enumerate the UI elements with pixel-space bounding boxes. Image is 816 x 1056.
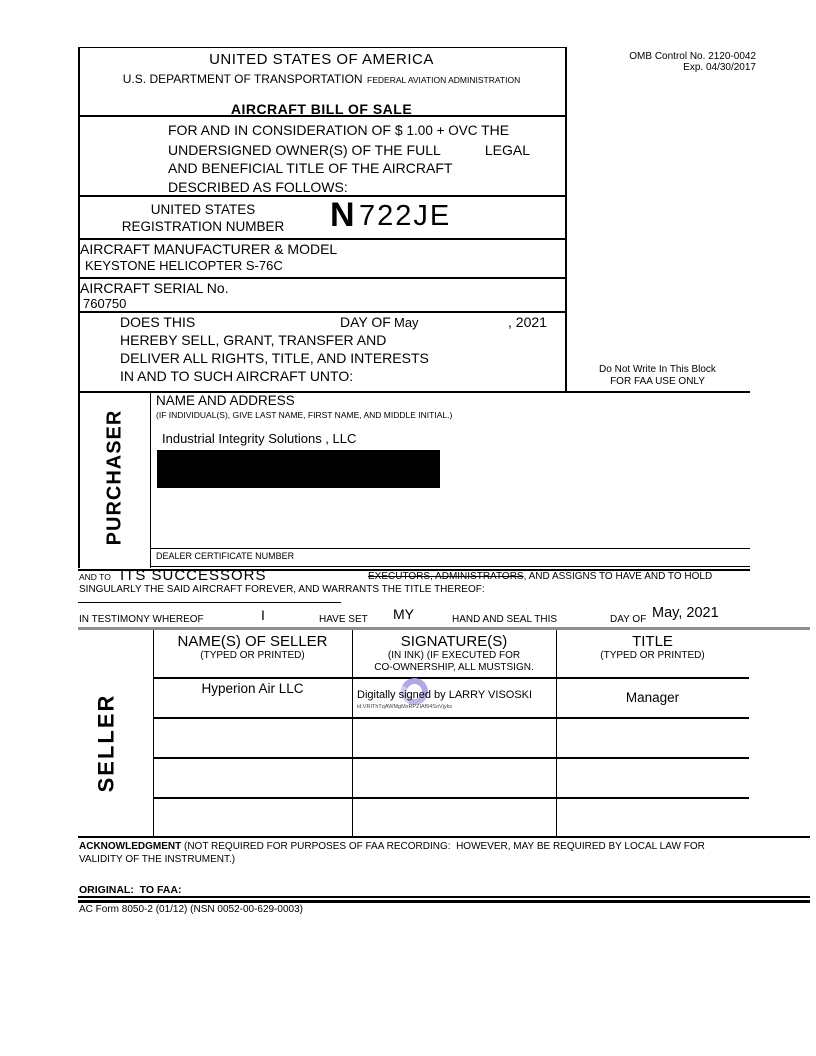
purchaser-side-label: PURCHASER	[103, 409, 126, 545]
registration-prefix: N	[330, 196, 355, 234]
rule	[78, 311, 565, 313]
table-row-line	[153, 677, 749, 679]
conveyance-year: , 2021	[508, 314, 547, 330]
conveyance-text: DELIVER ALL RIGHTS, TITLE, AND INTERESTS	[120, 350, 429, 366]
conveyance-block	[120, 314, 560, 390]
consideration-text: UNDERSIGNED OWNER(S) OF THE FULL	[168, 141, 441, 158]
seller-col-signature-header: SIGNATURE(S) (IN INK) (IF EXECUTED FOR CO-OWNERSHIP, ALL MUSTSIGN.	[374, 633, 534, 673]
rule	[78, 602, 341, 603]
assigns-clause: , AND ASSIGNS TO HAVE AND TO HOLD	[523, 571, 713, 582]
manufacturer-label: AIRCRAFT MANUFACTURER & MODEL	[80, 241, 338, 257]
registration-label-line1: UNITED STATES	[150, 202, 256, 217]
consideration-text: DESCRIBED AS FOLLOWS:	[168, 178, 348, 195]
consideration-amount: 1.00 + OVC	[406, 123, 478, 138]
testimony-date-value: May, 2021	[652, 605, 719, 621]
serial-label: AIRCRAFT SERIAL No.	[80, 280, 229, 296]
form-number: AC Form 8050-2 (01/12) (NSN 0052-00-629-0003)	[79, 904, 303, 915]
seller-row-empty	[153, 717, 749, 757]
and-to-label: AND TO	[79, 572, 111, 582]
registration-label	[78, 202, 328, 235]
seller-col-name-header: NAME(S) OF SELLER (TYPED OR PRINTED)	[177, 633, 328, 661]
header-country: UNITED STATES OF AMERICA	[209, 51, 434, 68]
header-agency: FEDERAL AVIATION ADMINISTRATION	[367, 75, 521, 85]
consideration-block	[168, 121, 548, 196]
testimony-fill-my: MY	[393, 606, 414, 622]
faa-use-line1: Do Not Write In This Block	[599, 364, 716, 375]
seller-col-title-header: TITLE (TYPED OR PRINTED)	[600, 633, 705, 661]
acknowledgment-text: (NOT REQUIRED FOR PURPOSES OF FAA RECORDING: HOWEVER, MAY BE REQUIRED BY LOCAL LAW FOR	[181, 841, 705, 852]
consideration-text: THE	[481, 122, 510, 138]
consideration-text: FOR AND IN CONSIDERATION OF $	[168, 122, 403, 138]
omb-control	[560, 51, 756, 73]
successors-clause	[368, 571, 712, 582]
acknowledgment-line2: VALIDITY OF THE INSTRUMENT.)	[79, 854, 236, 865]
rule	[78, 238, 565, 240]
conveyance-day-of-label: DAY OF	[340, 314, 391, 330]
struck-executors-administrators: EXECUTORS, ADMINISTRATORS	[368, 571, 524, 582]
conveyance-text: IN AND TO SUCH AIRCRAFT UNTO:	[120, 368, 354, 384]
header-department: U.S. DEPARTMENT OF TRANSPORTATION	[122, 72, 363, 86]
purchaser-divider	[150, 392, 151, 568]
faa-block-divider	[565, 47, 567, 392]
conveyance-text: HEREBY SELL, GRANT, TRANSFER AND	[120, 332, 387, 348]
its-successors-value: ITS SUCCESSORS	[120, 567, 267, 584]
omb-expiration: Exp. 04/30/2017	[683, 62, 756, 73]
omb-control-number: OMB Control No. 2120-0042	[629, 51, 756, 62]
purchaser-name-address-note: (IF INDIVIDUAL(S), GIVE LAST NAME, FIRST NAME, AND MIDDLE INITIAL.)	[156, 410, 453, 420]
conveyance-day-of-value: May	[394, 315, 419, 330]
consideration-text: AND BENEFICIAL TITLE OF THE AIRCRAFT	[168, 160, 453, 176]
signature-line1: Digitally signed by LARRY VISOSKI	[357, 689, 533, 701]
signature-line2: id.VRIThTqAWMgMxRPZIAf94SoVjyks	[357, 704, 453, 710]
rule	[78, 627, 810, 630]
testimony-label: DAY OF	[610, 614, 647, 625]
purchaser-name-address-label: NAME AND ADDRESS	[156, 393, 295, 408]
rule	[78, 896, 810, 898]
rule	[150, 548, 750, 549]
faa-use-block	[565, 364, 750, 388]
singularly-clause: SINGULARLY THE SAID AIRCRAFT FOREVER, AND WARRANTS THE TITLE THEREOF:	[79, 584, 485, 595]
seller-side-label: SELLER	[93, 693, 119, 793]
testimony-fill-i: I	[261, 607, 265, 623]
rule	[78, 47, 565, 48]
rule	[78, 836, 810, 838]
faa-use-line2: FOR FAA USE ONLY	[610, 376, 705, 387]
seller-row-empty	[153, 797, 749, 836]
manufacturer-value: KEYSTONE HELICOPTER S-76C	[85, 258, 283, 273]
testimony-label: HAND AND SEAL THIS	[452, 614, 558, 625]
form-header	[78, 51, 565, 117]
serial-value: 760750	[83, 296, 127, 311]
registration-number: 722JE	[359, 200, 452, 232]
rule	[78, 277, 565, 279]
seller-name-value: Hyperion Air LLC	[201, 681, 304, 696]
dealer-certificate-label: DEALER CERTIFICATE NUMBER	[156, 551, 295, 561]
seller-row-empty	[153, 757, 749, 797]
acknowledgment-label: ACKNOWLEDGMENT	[79, 841, 182, 852]
original-to-faa: ORIGINAL: TO FAA:	[79, 884, 182, 896]
form-title: AIRCRAFT BILL OF SALE	[230, 101, 413, 117]
seller-title-value: Manager	[625, 690, 680, 705]
redaction-box	[157, 450, 440, 488]
acknowledgment-line1	[79, 841, 705, 852]
consideration-text: LEGAL	[484, 141, 530, 158]
testimony-label: HAVE SET	[319, 614, 368, 625]
registration-label-line2: REGISTRATION NUMBER	[121, 218, 285, 234]
conveyance-text: DOES THIS	[120, 314, 196, 330]
purchaser-name-value: Industrial Integrity Solutions , LLC	[162, 431, 357, 446]
rule	[78, 900, 810, 903]
testimony-label: IN TESTIMONY WHEREOF	[79, 614, 204, 625]
